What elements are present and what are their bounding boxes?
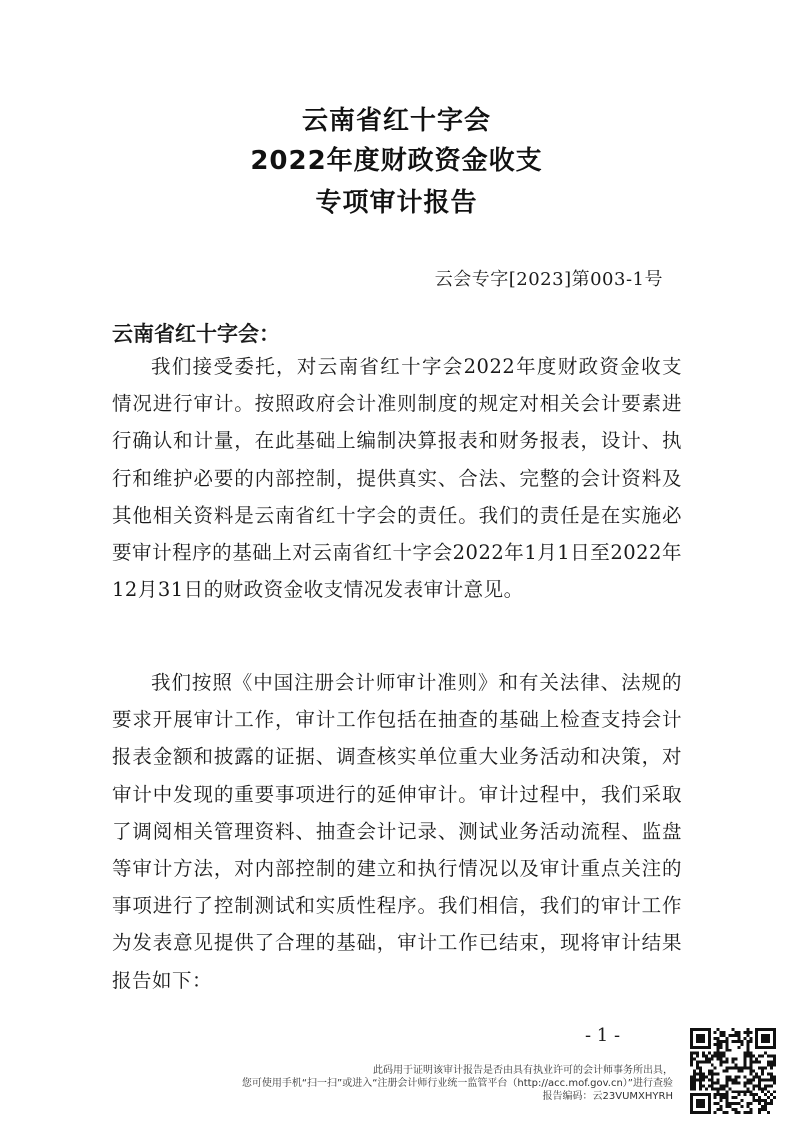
document-number: 云会专字[2023]第003-1号 [434, 269, 663, 290]
page-number: - 1 - [585, 1025, 621, 1046]
footer-line-3: 报告编码：云23VUMXHYRH [542, 1091, 673, 1102]
verification-footer [193, 1064, 673, 1103]
footer-line-1: 此码用于证明该审计报告是否由具有执业许可的会计师事务所出具， [373, 1065, 673, 1076]
salutation: 云南省红十字会： [112, 322, 280, 346]
footer-line-2: 您可使用手机“扫一扫”或进入“注册会计师行业统一监管平台（http://acc.mof.gov.cn）”进行查验 [241, 1078, 673, 1089]
paragraph-engagement: 我们接受委托，对云南省红十字会2022年度财政资金收支情况进行审计。按照政府会计准则制度的规定对相关会计要素进行确认和计量，在此基础上编制决算报表和财务报表，设计、执行和维护必要的内部控制，提供真实、合法、完整的会计资料及其他相关资料是云南省红十字会的责任。我们的责任是在实施必要审计程序的基础上对云南省红十字会2022年1月1日至2022年12月31日的财政资金收支情况发表审计意见。 [112, 355, 682, 602]
report-title-line-2: 2022年度财政资金收支 [250, 146, 543, 176]
qr-code-icon [690, 1028, 776, 1114]
paragraph-audit-work: 我们按照《中国注册会计师审计准则》和有关法律、法规的要求开展审计工作，审计工作包括在抽查的基础上检查支持会计报表金额和披露的证据、调查核实单位重大业务活动和决策，对审计中发现的重要事项进行的延伸审计。审计过程中，我们采取了调阅相关管理资料、抽查会计记录、测试业务活动流程、监盘等审计方法，对内部控制的建立和执行情况以及审计重点关注的事项进行了控制测试和实质性程序。我们相信，我们的审计工作为发表意见提供了合理的基础，审计工作已结束，现将审计结果报告如下： [112, 671, 682, 992]
report-title-line-1: 云南省红十字会 [301, 106, 491, 136]
report-title-line-3: 专项审计报告 [315, 188, 478, 218]
